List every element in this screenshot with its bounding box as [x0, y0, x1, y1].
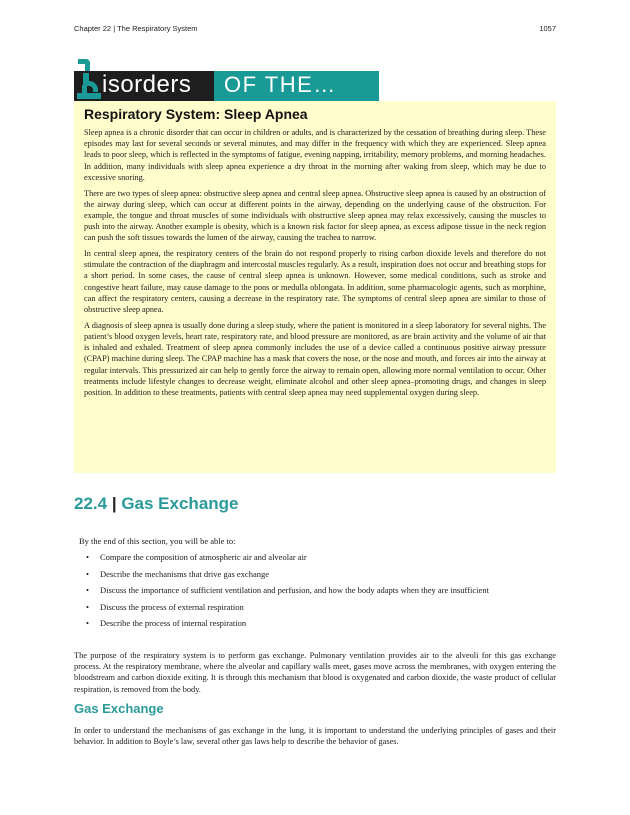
subsection-title: Gas Exchange — [74, 701, 164, 716]
feature-paragraph: A diagnosis of sleep apnea is usually done during a sleep study, where the patient is monitored in a sleep laboratory for several nights. The patient’s blood oxygen levels, heart rate, respiratory rate, and blood pressure are monitored, as are brain activity and the volume of air that is inhaled and exhaled. Treatment of sleep apnea commonly includes the use of a device called a continuous positive airway pressure (CPAP) machine during sleep. The CPAP machine has a mask that covers the nose, or the nose and mouth, and forces air into the airway at regular intervals. This pressurized air can help to gently force the airway to remain open, allowing more normal ventilation to occur. Other treatments include lifestyle changes to decrease weight, eliminate alcohol and other sleep apnea–promoting drugs, and changes in sleep position. In addition to these treatments, patients with central sleep apnea may need supplemental oxygen during sleep. — [84, 320, 546, 397]
feature-box-body — [84, 127, 546, 403]
page-number: 1057 — [539, 24, 556, 33]
disorders-banner — [74, 57, 379, 101]
section-number: 22.4 — [74, 494, 108, 513]
feature-box-title: Respiratory System: Sleep Apnea — [84, 106, 308, 122]
microscope-d-icon — [74, 57, 104, 101]
chapter-title: Chapter 22 | The Respiratory System — [74, 24, 198, 33]
objective-item: • Describe the mechanisms that drive gas exchange — [86, 569, 489, 580]
section-paragraph: The purpose of the respiratory system is to perform gas exchange. Pulmonary ventilation provides air to the alveoli for this gas exchange process. At the respiratory membrane, where the alveolar and capillary walls meet, gases move across the membranes, with oxygen entering the bloodstream and carbon dioxide exiting. It is through this mechanism that blood is oxygenated and carbon dioxide, the waste product of cellular respiration, is removed from the body. — [74, 651, 556, 694]
objective-item: • Compare the composition of atmospheric air and alveolar air — [86, 552, 489, 563]
feature-paragraph: In central sleep apnea, the respiratory centers of the brain do not respond properly to rising carbon dioxide levels and therefore do not stimulate the contraction of the diaphragm and intercostal muscles regularly. As a result, inspiration does not occur and breathing stops for a short period. In some cases, the cause of central sleep apnea is unknown. However, some medical conditions, such as stroke and congestive heart failure, may cause damage to the pons or medulla oblongata. In addition, some pharmacologic agents, such as morphine, can affect the respiratory centers, causing a decrease in the respiratory rate. The symptoms of central sleep apnea are similar to those of obstructive sleep apnea. — [84, 249, 546, 315]
feature-box — [74, 101, 556, 473]
objective-item: • Describe the process of internal respiration — [86, 618, 489, 629]
section-title: Gas Exchange — [121, 494, 239, 513]
banner-suffix: OF THE… — [224, 72, 337, 97]
objective-item: • Discuss the importance of sufficient ventilation and perfusion, and how the body adapts when they are insufficient — [86, 585, 489, 596]
objective-item: • Discuss the process of external respiration — [86, 602, 489, 613]
feature-paragraph: There are two types of sleep apnea: obstructive sleep apnea and central sleep apnea. Obstructive sleep apnea is caused by an obstruction of the airway during sleep, which can occur at different points in the airway, depending on the underlying cause of the obstruction. For example, the tongue and throat muscles of some individuals with obstructive sleep apnea may relax excessively, causing the muscles to push into the airway. Another example is obesity, which is a known risk factor for sleep apnea, as excess adipose tissue in the neck region can push the soft tissues towards the lumen of the airway, causing the trachea to narrow. — [84, 188, 546, 243]
section-heading — [74, 494, 239, 514]
section-separator: | — [111, 494, 117, 513]
objectives-list — [86, 552, 489, 635]
feature-paragraph: Sleep apnea is a chronic disorder that can occur in children or adults, and is characterized by the cessation of breathing during sleep. These episodes may last for several seconds or several minutes, and may differ in the frequency with which they are experienced. Sleep apnea leads to poor sleep, which is reflected in the symptoms of fatigue, evening napping, irritability, memory problems, and morning headaches. In addition, many individuals with sleep apnea experience a dry throat in the morning after waking from sleep, which may be due to excessive snoring. — [84, 128, 546, 182]
subsection-paragraph: In order to understand the mechanisms of gas exchange in the lung, it is important to understand the underlying principles of gases and their behavior. In addition to Boyle’s law, several other gas laws help to describe the behavior of gases. — [74, 726, 556, 747]
banner-word: isorders — [102, 71, 192, 98]
page-header — [74, 24, 556, 36]
objectives-intro: By the end of this section, you will be able to: — [79, 536, 236, 546]
